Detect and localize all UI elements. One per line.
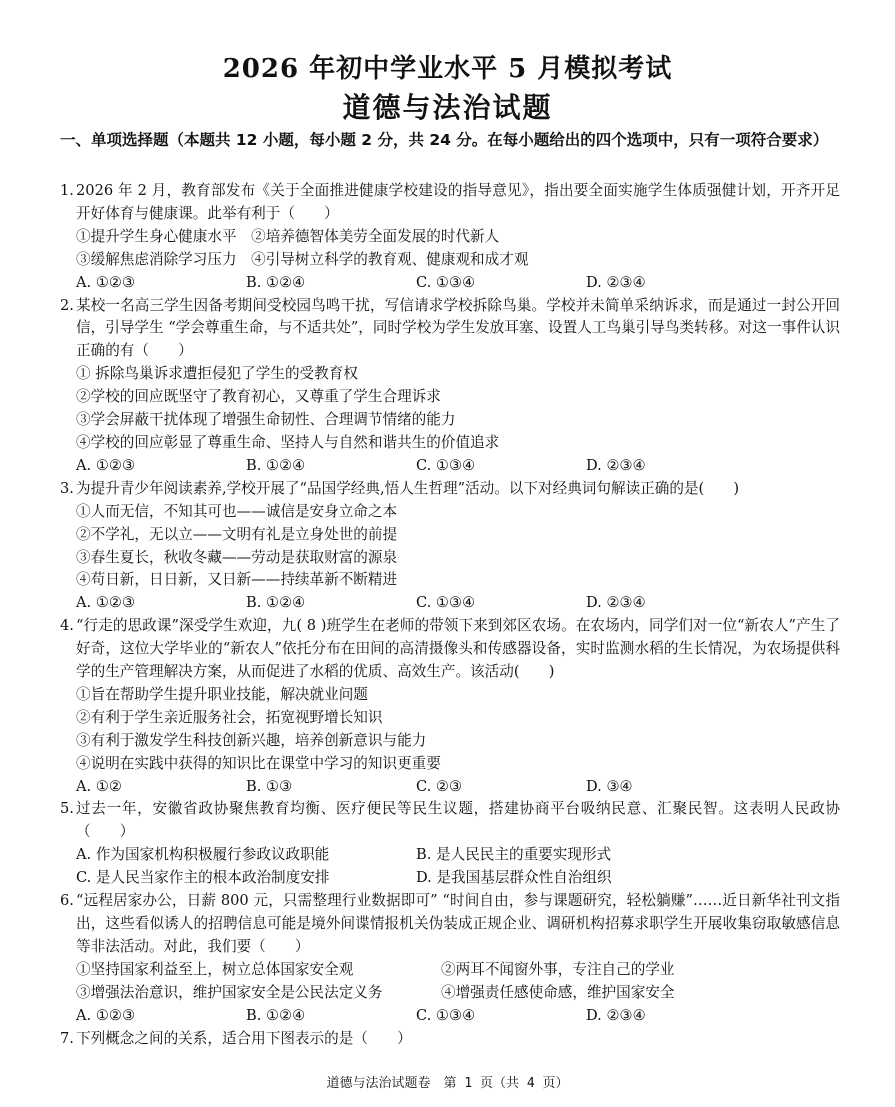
question-4: [60, 615, 840, 798]
statement-item: ③学会屏蔽干扰体现了增强生命韧性、合理调节情绪的能力: [76, 411, 456, 429]
answer-options: [60, 455, 840, 478]
question-list: [60, 180, 840, 1050]
statement-item: ②学校的回应既坚守了教育初心，又尊重了学生合理诉求: [76, 388, 441, 406]
answer-options: [60, 776, 840, 799]
option-c: C. ①③④: [416, 273, 476, 291]
option-c: C. ①③④: [416, 1006, 476, 1024]
exam-subject-title: 道德与法治试题: [342, 91, 553, 124]
statement-item: ①提升学生身心健康水平 ②培养德智体美劳全面发展的时代新人: [76, 227, 500, 245]
option-d: D. ②③④: [586, 594, 646, 612]
statement-item: ①旨在帮助学生提升职业技能，解决就业问题: [76, 685, 368, 703]
answer-options: [60, 1005, 840, 1028]
answer-options: [60, 272, 840, 295]
question-6: [60, 890, 840, 1027]
statement-row: [60, 982, 840, 1005]
statement-item: ③增强法治意识，维护国家安全是公民法定义务: [76, 983, 383, 1001]
question-stem: 过去一年，安徽省政协聚焦教育均衡、医疗便民等民生议题，搭建协商平台吸纳民意、汇聚民智。这表明人民政协（ ）: [76, 800, 840, 841]
statement-item: ③有利于激发学生科技创新兴趣，培养创新意识与能力: [76, 731, 427, 749]
question-stem: 为提升青少年阅读素养,学校开展了“品国学经典,悟人生哲理”活动。以下对经典词句解读正确的是( ): [76, 479, 740, 497]
option-b: B. ①③: [246, 777, 293, 795]
option-b: B. ①②④: [246, 1006, 306, 1024]
statement-item: ③春生夏长，秋收冬藏——劳动是获取财富的源泉: [76, 548, 398, 566]
question-1: [60, 180, 840, 295]
question-stem: “行走的思政课”深受学生欢迎，九( 8 )班学生在老师的带领下来到郊区农场。在农场内，同学们对一位“新农人”产生了好奇，这位大学毕业的“新农人”依托分布在田间的高清摄像头和传感器设备，实时监测水稻的生长情况，为农场提供科学的生产管理解决方案，从而促进了水稻的优质、高效生产。该活动( ): [76, 617, 840, 681]
statement-item: ④学校的回应彰显了尊重生命、坚持人与自然和谐共生的价值追求: [76, 433, 500, 451]
answer-options: [60, 844, 840, 867]
question-number: 4.: [60, 617, 74, 635]
exam-title: 2026 年初中学业水平 5 月模拟考试: [222, 54, 673, 84]
statement-item: ①人而无信，不知其可也——诚信是安身立命之本: [76, 502, 398, 520]
question-stem: 下列概念之间的关系，适合用下图表示的是（ ）: [76, 1029, 412, 1047]
option-b: B. ①②④: [246, 456, 306, 474]
option-c: C. ②③: [416, 777, 463, 795]
option-d: D. 是我国基层群众性自治组织: [416, 869, 612, 887]
option-b: B. 是人民民主的重要实现形式: [416, 846, 612, 864]
option-b: B. ①②④: [246, 594, 306, 612]
question-stem: “远程居家办公，日薪 800 元，只需整理行业数据即可” “时间自由，参与课题研究，轻松躺赚”……近日新华社刊文指出，这些看似诱人的招聘信息可能是境外间谍情报机关伪装成正规企业、调研机构招募求职学生开展收集窃取敏感信息等非法活动。对此，我们要（ ）: [76, 892, 840, 955]
question-number: 2.: [60, 296, 74, 314]
option-d: D. ②③④: [586, 273, 646, 291]
option-c: C. 是人民当家作主的根本政治制度安排: [76, 869, 330, 887]
option-a: A. ①②③: [76, 594, 136, 612]
question-stem: 2026 年 2 月，教育部发布《关于全面推进健康学校建设的指导意见》，指出要全面实施学生体质强健计划，开齐开足开好体育与健康课。此举有利于（ ）: [76, 182, 840, 222]
question-2: [60, 295, 840, 478]
option-a: A. ①②③: [76, 273, 136, 291]
option-c: C. ①③④: [416, 456, 476, 474]
option-d: D. ②③④: [586, 1006, 646, 1024]
statement-item: ④苟日新，日日新，又日新——持续革新不断精进: [76, 571, 398, 589]
statement-item: ④增强责任感使命感，维护国家安全: [441, 983, 675, 1001]
question-number: 7.: [60, 1029, 74, 1047]
section-heading: 一、单项选择题（本题共 12 小题，每小题 2 分，共 24 分。在每小题给出的四个选项中，只有一项符合要求）: [60, 131, 829, 149]
answer-options: [60, 592, 840, 615]
option-a: A. ①②③: [76, 1006, 136, 1024]
option-b: B. ①②④: [246, 273, 306, 291]
question-7: [60, 1028, 840, 1051]
question-number: 6.: [60, 892, 74, 910]
question-number: 5.: [60, 800, 74, 818]
statement-item: ④说明在实践中获得的知识比在课堂中学习的知识更重要: [76, 754, 441, 772]
page-footer: 道德与法治试题卷 第 1 页（共 4 页）: [326, 1076, 569, 1091]
statement-item: ②不学礼，无以立——文明有礼是立身处世的前提: [76, 525, 398, 543]
option-d: D. ③④: [586, 777, 633, 795]
question-stem: 某校一名高三学生因备考期间受校园鸟鸣干扰，写信请求学校拆除鸟巢。学校并未简单采纳诉求，而是通过一封公开回信，引导学生 “学会尊重生命，与不适共处”，同时学校为学生发放耳塞、设置人工鸟巢引导鸟类转移。对这一事件认识正确的有（ ）: [76, 296, 840, 360]
question-number: 1.: [60, 182, 74, 199]
question-number: 3.: [60, 479, 74, 497]
option-d: D. ②③④: [586, 456, 646, 474]
statement-item: ③缓解焦虑消除学习压力 ④引导树立科学的教育观、健康观和成才观: [76, 250, 529, 268]
option-c: C. ①③④: [416, 594, 476, 612]
statement-item: ① 拆除鸟巢诉求遭拒侵犯了学生的受教育权: [76, 365, 358, 383]
statement-item: ②两耳不闻窗外事，专注自己的学业: [441, 960, 675, 978]
option-a: A. ①②③: [76, 456, 136, 474]
option-a: A. 作为国家机构积极履行参政议政职能: [76, 846, 330, 864]
answer-options: [60, 867, 840, 890]
statement-item: ①坚持国家利益至上，树立总体国家安全观: [76, 960, 354, 978]
question-3: [60, 478, 840, 615]
option-a: A. ①②: [76, 777, 122, 795]
statement-row: [60, 959, 840, 982]
question-5: [60, 798, 840, 890]
statement-item: ②有利于学生亲近服务社会，拓宽视野增长知识: [76, 708, 383, 726]
